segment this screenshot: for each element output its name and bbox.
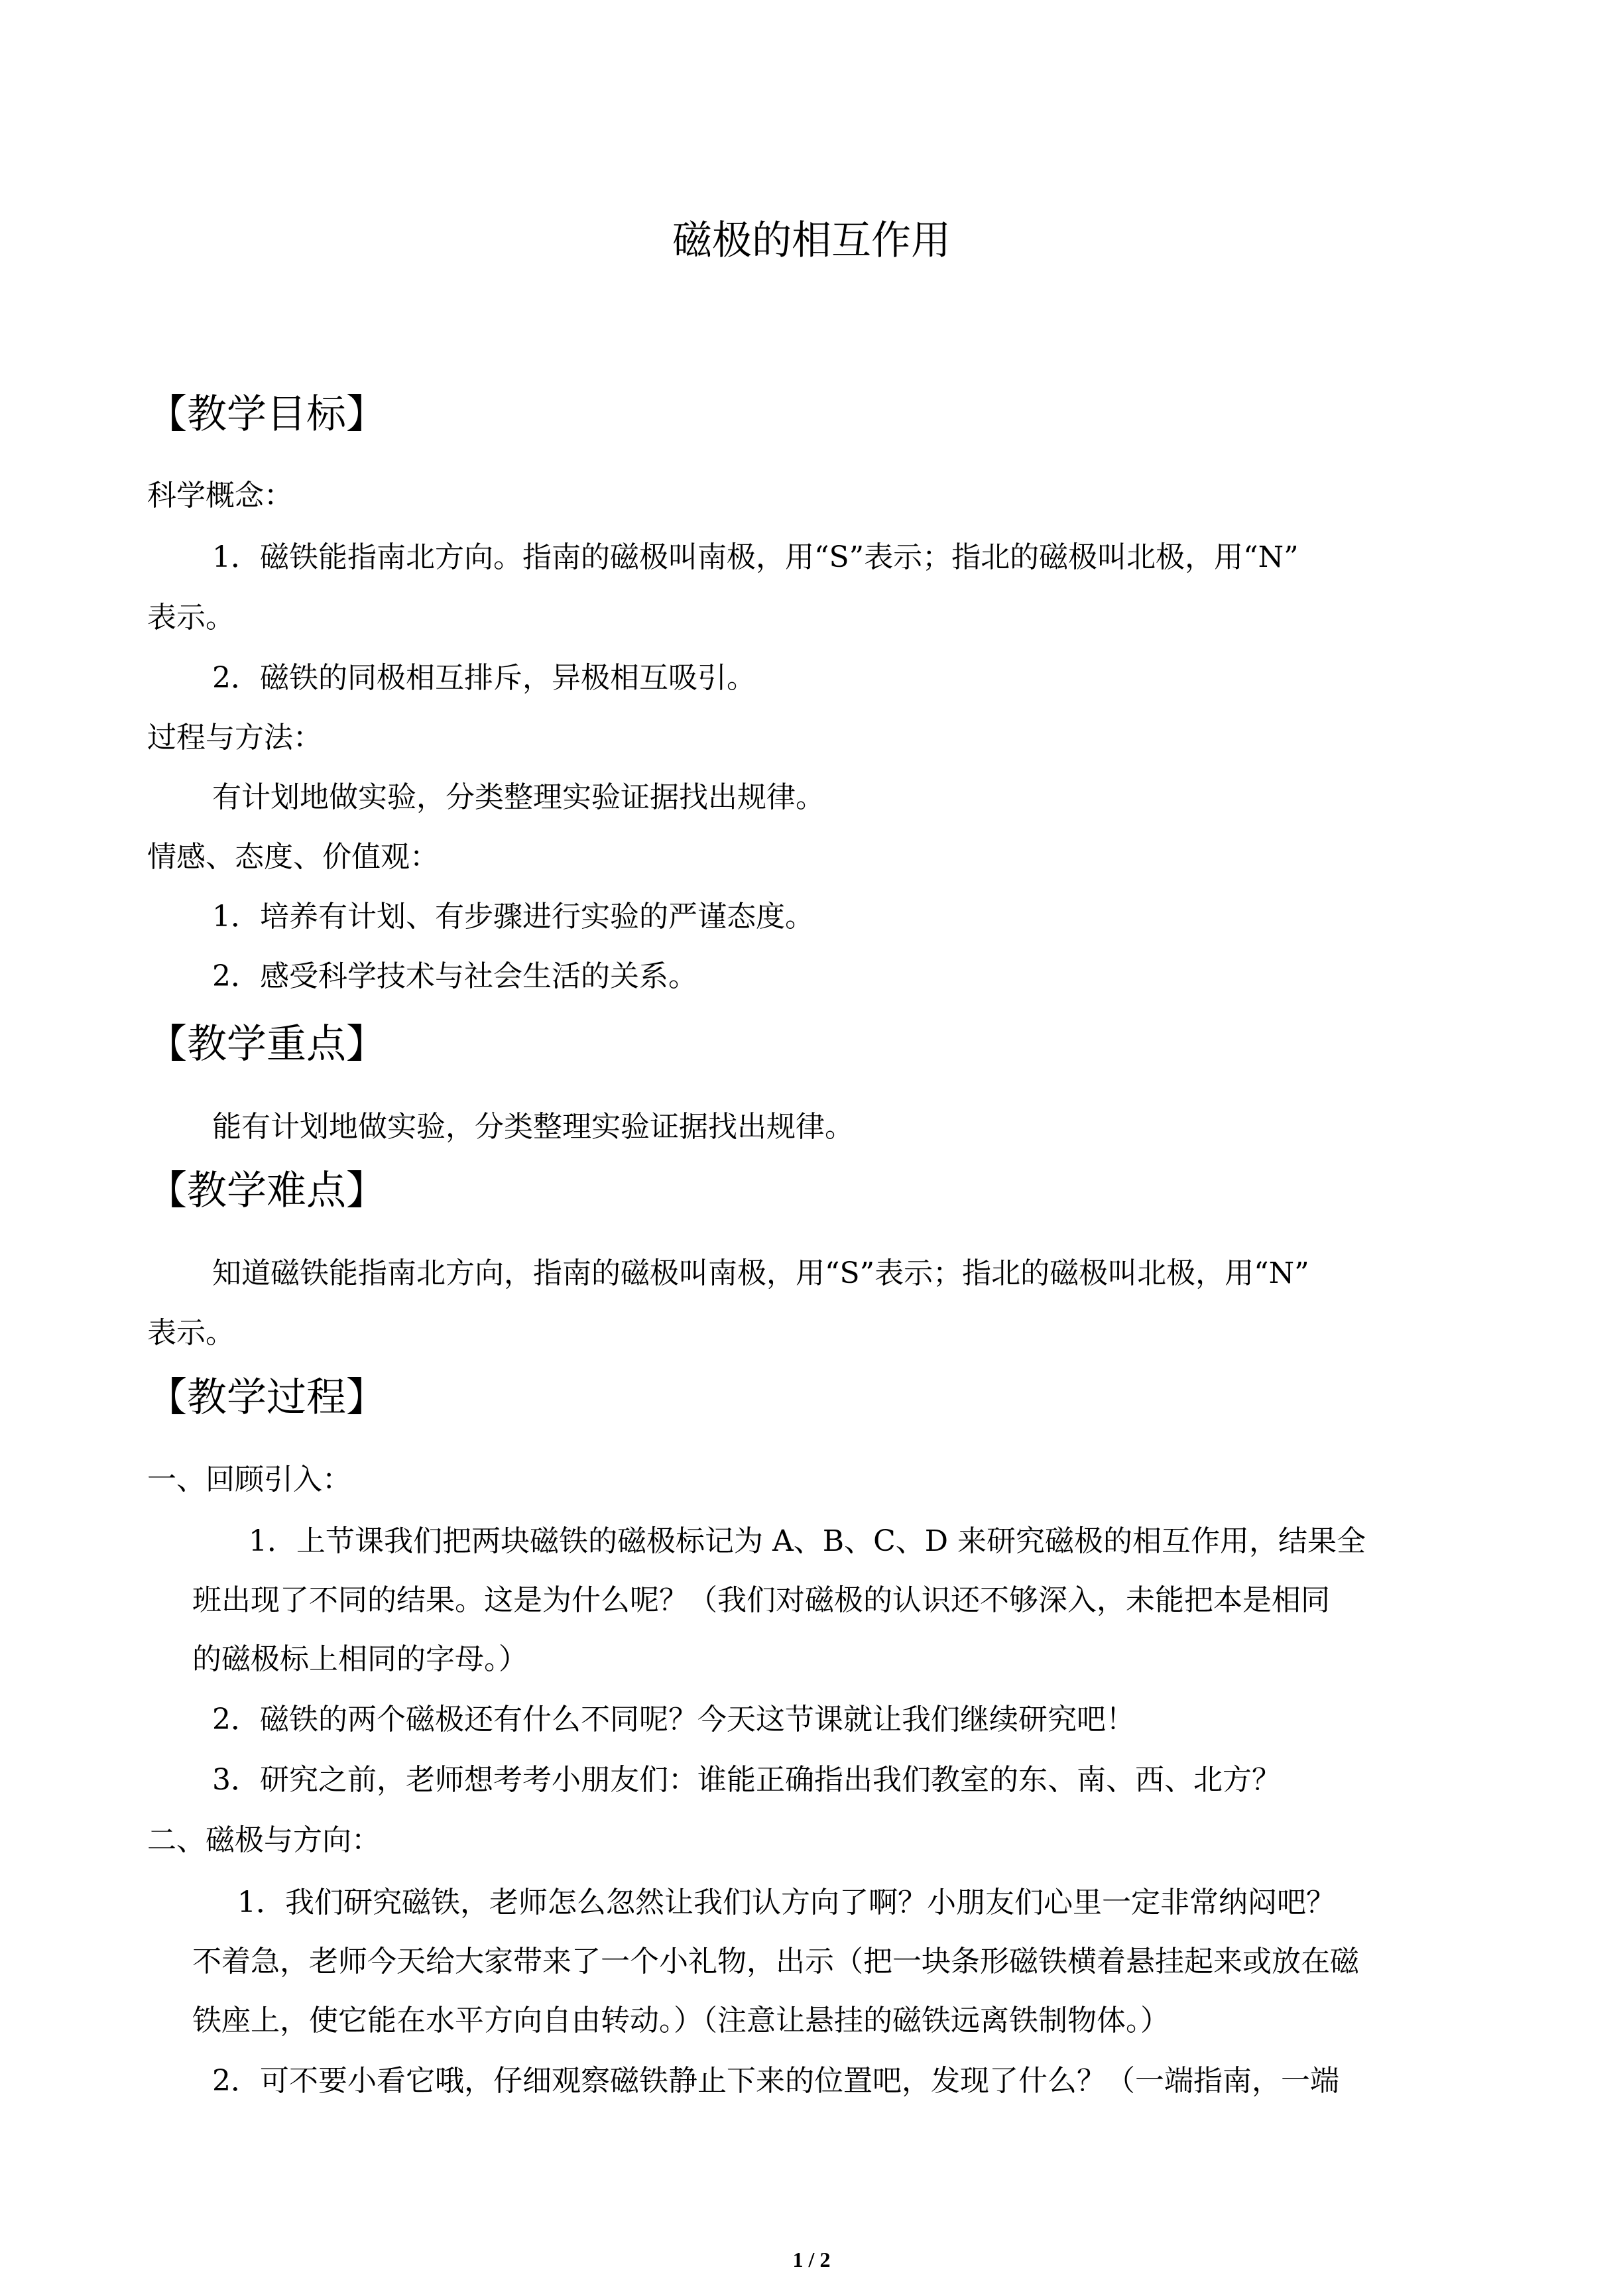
- part2-item-2: 2．可不要小看它哦，仔细观察磁铁静止下来的位置吧，发现了什么？（一端指南，一端: [212, 2064, 1339, 2098]
- section-heading-objectives: 【教学目标】: [147, 391, 386, 438]
- section-heading-difficulties: 【教学难点】: [147, 1168, 386, 1214]
- part2-item-1-cont-b: 铁座上，使它能在水平方向自由转动。）（注意让悬挂的磁铁远离铁制物体。）: [192, 2004, 1170, 2037]
- part1-label: 一、回顾引入：: [147, 1463, 351, 1496]
- page-number: 1 / 2: [792, 2248, 831, 2271]
- difficulties-text: 知道磁铁能指南北方向，指南的磁极叫南极，用“S”表示；指北的磁极叫北极，用“N”: [212, 1256, 1309, 1290]
- attitude-item-1: 1．培养有计划、有步骤进行实验的严谨态度。: [212, 900, 814, 934]
- part2-label: 二、磁极与方向：: [147, 1823, 381, 1857]
- document-title: 磁极的相互作用: [672, 217, 951, 264]
- part1-item-1: 1．上节课我们把两块磁铁的磁极标记为 A、B、C、D 来研究磁极的相互作用，结果全: [249, 1524, 1366, 1558]
- concept-item-1: 1．磁铁能指南北方向。指南的磁极叫南极，用“S”表示；指北的磁极叫北极，用“N”: [212, 540, 1299, 574]
- part1-item-1-cont-a: 班出现了不同的结果。这是为什么呢？（我们对磁极的认识还不够深入，未能把本是相同: [192, 1583, 1330, 1617]
- section-heading-key-points: 【教学重点】: [147, 1021, 386, 1067]
- difficulties-text-continued: 表示。: [147, 1316, 235, 1350]
- part1-item-1-cont-b: 的磁极标上相同的字母。）: [192, 1642, 528, 1676]
- key-points-text: 能有计划地做实验，分类整理实验证据找出规律。: [212, 1110, 854, 1144]
- attitude-item-2: 2．感受科学技术与社会生活的关系。: [212, 959, 697, 993]
- concept-item-2: 2．磁铁的同极相互排斥，异极相互吸引。: [212, 661, 756, 695]
- process-method-label: 过程与方法：: [147, 721, 322, 755]
- part1-item-3: 3．研究之前，老师想考考小朋友们：谁能正确指出我们教室的东、南、西、北方？: [212, 1763, 1281, 1797]
- part1-item-2: 2．磁铁的两个磁极还有什么不同呢？今天这节课就让我们继续研究吧！: [212, 1703, 1135, 1736]
- concept-item-1-continued: 表示。: [147, 601, 235, 634]
- attitude-label: 情感、态度、价值观：: [147, 840, 439, 874]
- concept-label: 科学概念：: [147, 479, 293, 513]
- section-heading-process: 【教学过程】: [147, 1374, 386, 1421]
- part2-item-1-cont-a: 不着急，老师今天给大家带来了一个小礼物，出示（把一块条形磁铁横着悬挂起来或放在磁: [192, 1945, 1359, 1978]
- part2-item-1: 1．我们研究磁铁，老师怎么忽然让我们认方向了啊？小朋友们心里一定非常纳闷吧？: [237, 1886, 1335, 1919]
- process-method-item: 有计划地做实验，分类整理实验证据找出规律。: [212, 780, 825, 814]
